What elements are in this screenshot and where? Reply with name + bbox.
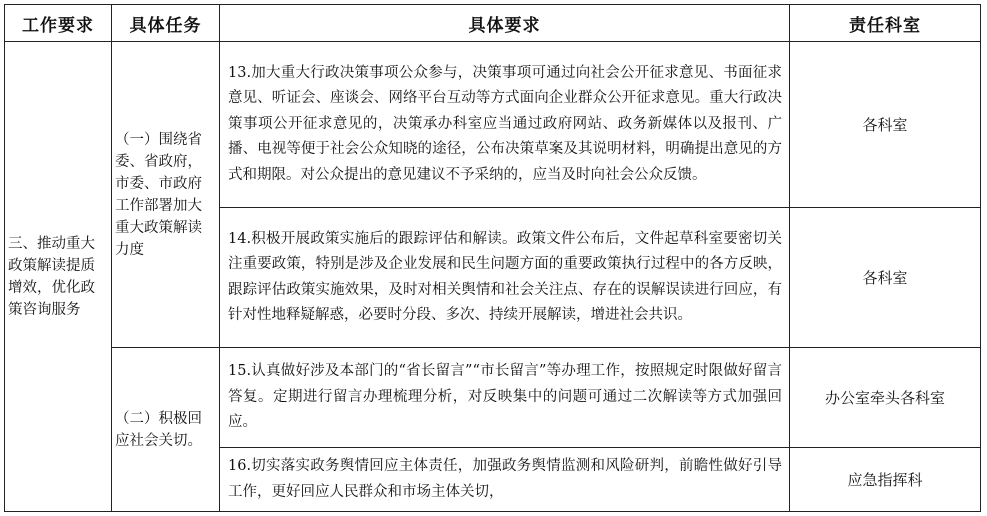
requirement-text-cell: 16.切实落实政务舆情回应主体责任，加强政务舆情监测和风险研判，前瞻性做好引导工作，更好回应人民群众和市场主体关切， <box>220 448 790 512</box>
header-work-requirement: 工作要求 <box>5 5 112 42</box>
header-row <box>5 5 981 42</box>
work-requirement-cell: 三、推动重大政策解读提质增效，优化政策咨询服务 <box>5 42 112 512</box>
task-cell: （一）围绕省委、省政府，市委、市政府工作部署加大重大政策解读力度 <box>112 42 220 348</box>
header-responsible-dept: 责任科室 <box>790 5 981 42</box>
requirement-text-cell: 14.积极开展政策实施后的跟踪评估和解读。政策文件公布后，文件起草科室要密切关注重要政策，特别是涉及企业发展和民生问题方面的重要政策执行过程中的各方反映，跟踪评估政策实施效果，及时对相关舆情和社会关注点、存在的误解误读进行回应，有针对性地释疑解惑，必要时分段、多次、持续开展解读，增进社会共识。 <box>220 208 790 348</box>
requirements-table <box>4 4 981 512</box>
requirement-text-cell: 13.加大重大行政决策事项公众参与，决策事项可通过向社会公开征求意见、书面征求意见、听证会、座谈会、网络平台互动等方式面向企业群众公开征求意见。重大行政决策事项公开征求意见的，决策承办科室应当通过政府网站、政务新媒体以及报刊、广播、电视等便于社会公众知晓的途径，公布决策草案及其说明材料，明确提出意见的方式和期限。对公众提出的意见建议不予采纳的，应当及时向社会公众反馈。 <box>220 42 790 208</box>
table-row <box>5 42 981 208</box>
responsible-dept-cell: 各科室 <box>790 42 981 208</box>
header-specific-requirement: 具体要求 <box>220 5 790 42</box>
task-cell: （二）积极回应社会关切。 <box>112 348 220 512</box>
responsible-dept-cell: 各科室 <box>790 208 981 348</box>
responsible-dept-cell: 应急指挥科 <box>790 448 981 512</box>
requirement-text-cell: 15.认真做好涉及本部门的“省长留言”“市长留言”等办理工作，按照规定时限做好留言答复。定期进行留言办理梳理分析，对反映集中的问题可通过二次解读等方式加强回应。 <box>220 348 790 448</box>
header-specific-task: 具体任务 <box>112 5 220 42</box>
responsible-dept-cell: 办公室牵头各科室 <box>790 348 981 448</box>
table-row <box>5 348 981 448</box>
